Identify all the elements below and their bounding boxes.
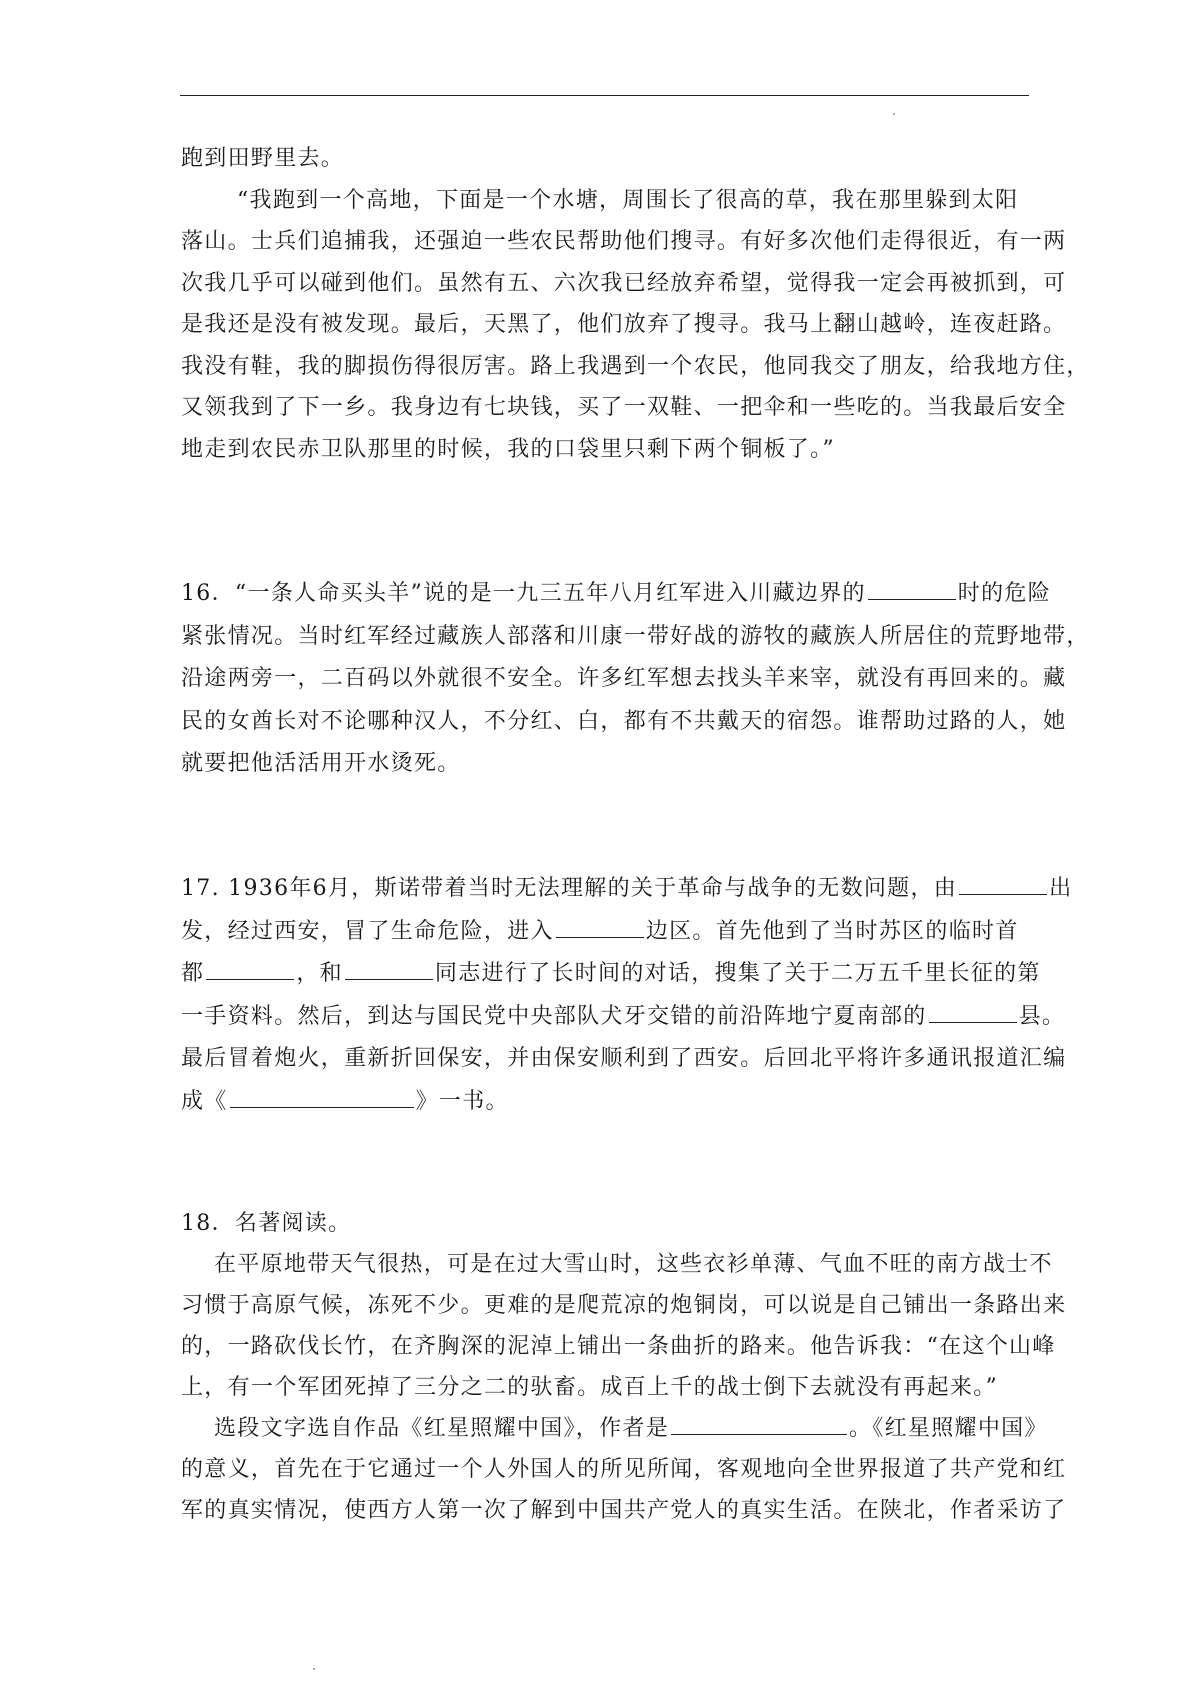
question-line: 沿途两旁一，二百码以外就很不安全。许多红军想去找头羊来宰，就没有再回来的。藏 [181,666,1067,691]
q18-text: 。《红星照耀中国》 [849,1416,1048,1441]
q17-text: 成《 [181,1088,228,1114]
question-line: 的意义，首先在于它通过一个人外国人的所见所闻，客观地向全世界报道了共产党和红 [181,1457,1067,1482]
answer-blank[interactable] [345,953,433,980]
q17-text: 发，经过西安，冒了生命危险，进入 [181,918,554,944]
excerpt-line: 习惯于高原气候，冻死不少。更难的是爬荒凉的炮铜岗，可以说是自己铺出一条路出来 [181,1293,1067,1318]
question-line [181,868,1073,911]
passage-line: 又领我到了下一乡。我身边有七块钱，买了一双鞋、一把伞和一些吃的。当我最后安全 [181,395,1067,420]
passage-line: 跑到田野里去。 [181,146,345,171]
passage-line: 我没有鞋，我的脚损伤得很厉害。路上我遇到一个农民，他同我交了朋友，给我地方住， [181,353,1090,379]
scan-dot [893,113,895,115]
question-line: 紧张情况。当时红军经过藏族人部落和川康一带好战的游牧的藏族人所居住的荒野地带， [181,623,1090,649]
q17-text: 17. 1936年6月，斯诺带着当时无法理解的关于革命与战争的无数问题，由 [181,876,958,901]
q17-text: 同志进行了长时间的对话，搜集了关于二万五千里长征的第 [434,961,1041,986]
q17-text: 县。 [1018,1003,1066,1029]
q17-text: ，和 [296,961,343,986]
question-line: 军的真实情况，使西方人第一次了解到中国共产党人的真实生活。在陕北，作者采访了 [181,1498,1067,1523]
excerpt-line: 的，一路砍伐长竹，在齐胸深的泥淖上铺出一条曲折的路来。他告诉我：“在这个山峰 [181,1334,1056,1359]
answer-blank[interactable] [671,1408,847,1435]
question-line: 最后冒着炮火，重新折回保安，并由保安顺利到了西安。后回北平将许多通讯报道汇编 [181,1046,1067,1071]
answer-blank[interactable] [230,1081,414,1108]
excerpt-line: 上，有一个军团死掉了三分之二的驮畜。成百上千的战士倒下去就没有再起来。” [181,1375,999,1400]
question-line [181,1408,1048,1449]
question-18 [181,1203,1067,1531]
passage-line: 落山。士兵们追捕我，还强迫一些农民帮助他们搜寻。有好多次他们走得很近，有一两 [181,229,1067,254]
q17-text: 都 [181,961,205,986]
q16-text: 时的危险 [957,581,1051,606]
excerpt-line: 在平原地带天气很热，可是在过大雪山时，这些衣衫单薄、气血不旺的南方战士不 [214,1252,1053,1277]
q17-text: 边区。首先他到了当时苏区的临时首 [645,918,1019,944]
passage-line: 地走到农民赤卫队那里的时候，我的口袋里只剩下两个铜板了。” [181,436,835,462]
question-line: 民的女酋长对不论哪种汉人，不分红、白，都有不共戴天的宿怨。谁帮助过路的人，她 [181,708,1067,734]
answer-blank[interactable] [929,996,1017,1023]
answer-blank[interactable] [959,868,1047,895]
q18-text: 选段文字选自作品《红星照耀中国》，作者是 [214,1416,670,1441]
answer-blank[interactable] [868,573,956,600]
q17-text: 》一书。 [415,1088,509,1114]
question-line [181,996,1066,1039]
question-line [181,573,1051,616]
question-line [181,953,1041,996]
q17-text: 出 [1049,876,1073,901]
q16-text: 16．“一条人命买头羊”说的是一九三五年八月红军进入川藏边界的 [181,581,866,606]
question-line: 就要把他活活用开水烫死。 [181,751,461,776]
answer-blank[interactable] [206,953,294,980]
question-title: 18．名著阅读。 [181,1211,352,1236]
question-line [181,1081,1031,1124]
passage-line: “我跑到一个高地，下面是一个水塘，周围长了很高的草，我在那里躲到太阳 [237,187,1019,213]
passage-1 [181,138,1090,470]
answer-blank[interactable] [556,911,644,938]
scan-dot [313,1668,315,1670]
passage-line: 次我几乎可以碰到他们。虽然有五、六次我已经放弃希望，觉得我一定会再被抓到，可 [181,270,1067,296]
q17-text: 一手资料。然后，到达与国民党中央部队犬牙交错的前沿阵地宁夏南部的 [181,1003,927,1029]
passage-line: 是我还是没有被发现。最后，天黑了，他们放弃了搜寻。我马上翻山越岭，连夜赶路。 [181,312,1067,337]
header-rule [180,95,1029,96]
question-line [181,911,1031,954]
question-17 [181,868,1073,1123]
question-16 [181,573,1090,786]
